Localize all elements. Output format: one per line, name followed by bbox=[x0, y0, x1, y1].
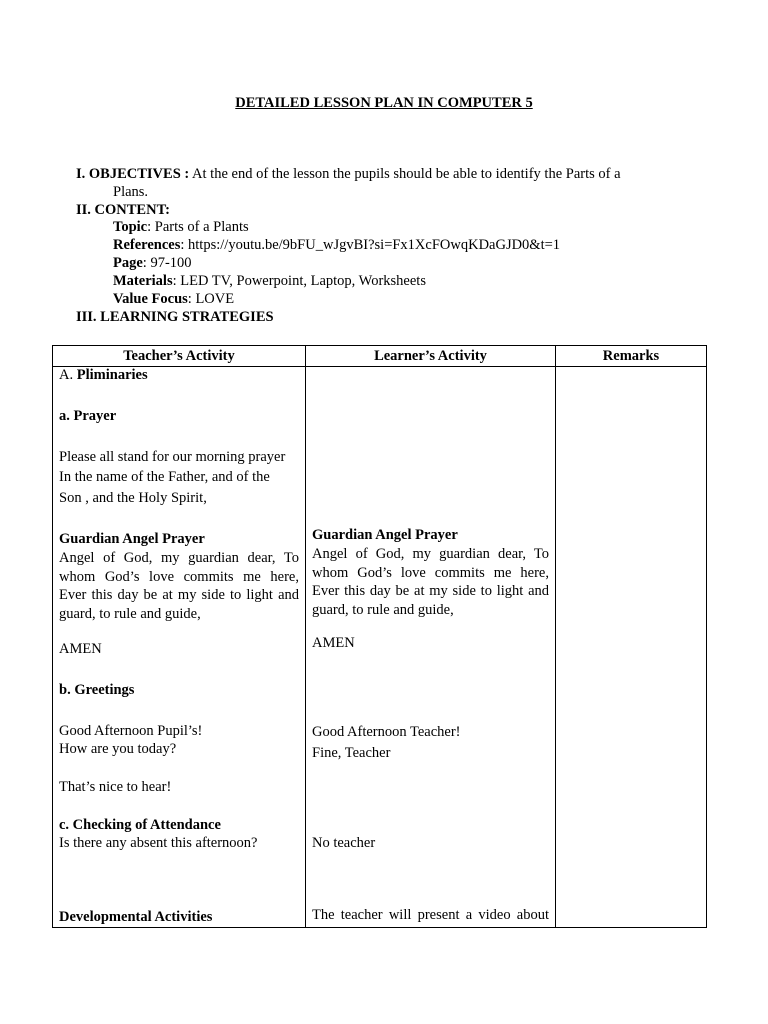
greetings-heading: b. Greetings bbox=[59, 682, 135, 698]
content-label: II. CONTENT: bbox=[76, 202, 170, 218]
header-teacher-activity: Teacher’s Activity bbox=[53, 346, 306, 367]
fine-reply: Fine, Teacher bbox=[312, 745, 391, 761]
content-value: : https://youtu.be/9bFU_wJgvBI?si=Fx1XcFOwqKDaGJD0&t=1 bbox=[180, 237, 561, 253]
prayer-heading: a. Prayer bbox=[59, 408, 117, 424]
table-header-row bbox=[53, 346, 707, 367]
content-materials bbox=[113, 273, 426, 290]
objectives-line bbox=[76, 166, 621, 183]
content-topic bbox=[113, 219, 249, 236]
guardian-prayer-text: Angel of God, my guardian dear, To whom God’s love commits me here, Ever this day be at my side to light and guard, to rule and guide, bbox=[59, 550, 299, 622]
content-value: : Parts of a Plants bbox=[147, 219, 249, 235]
content-references bbox=[113, 237, 560, 254]
table-row bbox=[53, 367, 707, 928]
content-page bbox=[113, 255, 192, 272]
strategies-label: III. LEARNING STRATEGIES bbox=[76, 309, 274, 325]
guardian-prayer-heading: Guardian Angel Prayer bbox=[312, 527, 458, 543]
content-key: Page bbox=[113, 255, 143, 271]
prayer-line: Son , and the Holy Spirit, bbox=[59, 490, 207, 506]
content-key: Topic bbox=[113, 219, 148, 235]
preliminaries-heading bbox=[59, 367, 148, 384]
content-value-focus bbox=[113, 291, 234, 308]
header-remarks: Remarks bbox=[556, 346, 707, 367]
objectives-text: At the end of the lesson the pupils should be able to identify the Parts of a bbox=[189, 166, 621, 182]
video-presentation-text: The teacher will present a video about bbox=[312, 907, 549, 923]
guardian-prayer-text: Angel of God, my guardian dear, To whom God’s love commits me here, Ever this day be at my side to light and guard, to rule and guide, bbox=[312, 546, 549, 618]
activity-table bbox=[52, 345, 707, 928]
remarks-cell bbox=[556, 367, 707, 928]
prayer-line: Please all stand for our morning prayer bbox=[59, 449, 286, 465]
developmental-activities-heading: Developmental Activities bbox=[59, 909, 213, 925]
objectives-label: I. OBJECTIVES : bbox=[76, 166, 190, 182]
greeting-line: Good Afternoon Pupil’s! bbox=[59, 723, 203, 739]
prayer-line: In the name of the Father, and of the bbox=[59, 469, 270, 485]
section-prefix: A. bbox=[59, 367, 77, 383]
attendance-question: Is there any absent this afternoon? bbox=[59, 835, 258, 851]
content-key: References bbox=[113, 237, 181, 253]
section-label: Pliminaries bbox=[76, 367, 148, 383]
content-value: : 97-100 bbox=[142, 255, 192, 271]
greeting-line: How are you today? bbox=[59, 741, 177, 757]
amen-text: AMEN bbox=[59, 641, 102, 657]
objectives-text-continued: Plans. bbox=[113, 184, 149, 200]
content-value: : LED TV, Powerpoint, Laptop, Worksheets bbox=[172, 273, 426, 289]
content-key: Materials bbox=[113, 273, 173, 289]
guardian-prayer-heading: Guardian Angel Prayer bbox=[59, 531, 205, 547]
content-key: Value Focus bbox=[113, 291, 188, 307]
amen-text: AMEN bbox=[312, 635, 355, 651]
no-absent-reply: No teacher bbox=[312, 835, 376, 851]
greeting-reply: Good Afternoon Teacher! bbox=[312, 724, 461, 740]
document-title: DETAILED LESSON PLAN IN COMPUTER 5 bbox=[235, 95, 533, 111]
nice-text: That’s nice to hear! bbox=[59, 779, 172, 795]
teacher-activity-cell bbox=[53, 367, 306, 928]
attendance-heading: c. Checking of Attendance bbox=[59, 817, 221, 833]
content-value: : LOVE bbox=[187, 291, 235, 307]
learner-activity-cell bbox=[306, 367, 556, 928]
header-learner-activity: Learner’s Activity bbox=[306, 346, 556, 367]
